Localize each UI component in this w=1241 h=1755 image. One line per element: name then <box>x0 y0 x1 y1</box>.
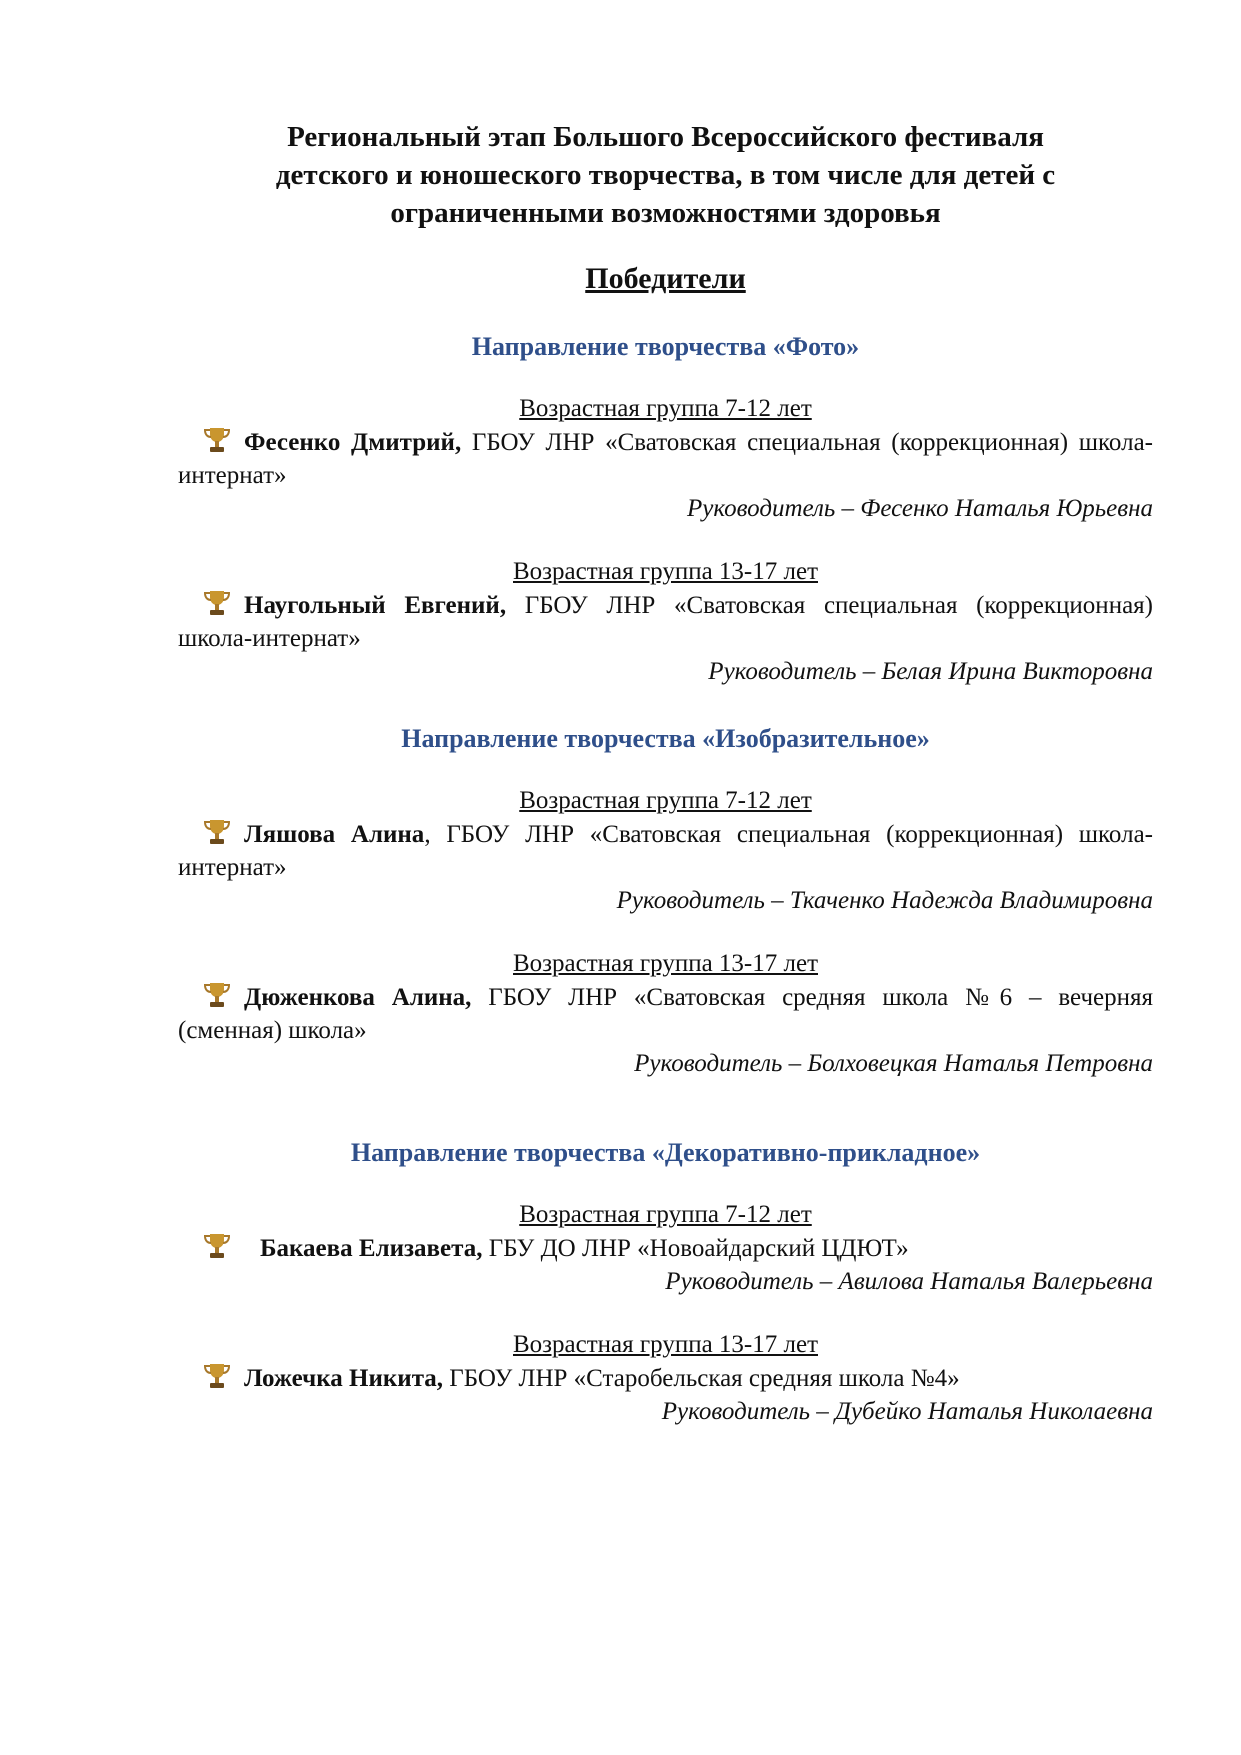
leader-line: Руководитель – Белая Ирина Викторовна <box>708 658 1153 685</box>
winner-name: Ляшова Алина <box>244 821 425 848</box>
winner-organization: ГБОУ ЛНР «Сватовская средняя школа №6 – вечерняя (сменная) школа» <box>178 984 1153 1044</box>
winner-name: Ложечка Никита, <box>244 1365 444 1392</box>
age-group-label: Возрастная группа 7-12 лет <box>519 787 812 814</box>
winner-organization: ГБОУ ЛНР «Сватовская специальная (коррекционная) школа-интернат» <box>178 429 1153 489</box>
trophy-icon <box>202 817 232 847</box>
age-group-label: Возрастная группа 13-17 лет <box>513 558 818 585</box>
trophy-icon <box>202 425 232 455</box>
winner-entry <box>178 817 1153 884</box>
winner-name: Дюженкова Алина, <box>244 984 472 1011</box>
section-title-decorative: Направление творчества «Декоративно-прикладное» <box>350 1138 981 1167</box>
leader-line: Руководитель – Ткаченко Надежда Владимировна <box>616 887 1153 914</box>
leader-line: Руководитель – Фесенко Наталья Юрьевна <box>687 495 1153 522</box>
age-group-label: Возрастная группа 7-12 лет <box>519 1201 812 1228</box>
winner-entry <box>178 1231 1153 1265</box>
title-line: детского и юношеского творчества, в том числе для детей с <box>275 159 1056 191</box>
winner-organization: ГБУ ДО ЛНР «Новоайдарский ЦДЮТ» <box>482 1235 909 1262</box>
winner-entry <box>178 588 1153 655</box>
winner-entry <box>178 1361 1153 1395</box>
document-title <box>148 118 1183 232</box>
winner-name: Наугольный Евгений, <box>244 592 507 619</box>
age-group-label: Возрастная группа 13-17 лет <box>513 950 818 977</box>
trophy-icon <box>202 1231 232 1261</box>
leader-line: Руководитель – Дубейко Наталья Николаевна <box>661 1398 1153 1425</box>
winners-heading: Победители <box>585 262 746 295</box>
age-group-label: Возрастная группа 7-12 лет <box>519 395 812 422</box>
trophy-icon <box>202 980 232 1010</box>
section-title-fine-art: Направление творчества «Изобразительное» <box>401 724 930 753</box>
title-line: ограниченными возможностями здоровья <box>390 197 941 229</box>
winner-entry <box>178 425 1153 492</box>
trophy-icon <box>202 1361 232 1391</box>
winner-name: Бакаева Елизавета, <box>260 1235 483 1262</box>
age-group-label: Возрастная группа 13-17 лет <box>513 1331 818 1358</box>
winner-entry <box>178 980 1153 1047</box>
title-line: Региональный этап Большого Всероссийского фестиваля <box>287 121 1044 153</box>
winner-organization: , ГБОУ ЛНР «Сватовская специальная (коррекционная) школа-интернат» <box>178 821 1153 881</box>
winner-organization: ГБОУ ЛНР «Сватовская специальная (коррекционная) школа-интернат» <box>178 592 1153 652</box>
winner-name: Фесенко Дмитрий, <box>244 429 462 456</box>
winner-organization: ГБОУ ЛНР «Старобельская средняя школа №4» <box>443 1365 960 1392</box>
trophy-icon <box>202 588 232 618</box>
leader-line: Руководитель – Авилова Наталья Валерьевна <box>665 1268 1153 1295</box>
section-title-photo: Направление творчества «Фото» <box>471 332 860 361</box>
leader-line: Руководитель – Болховецкая Наталья Петровна <box>634 1050 1153 1077</box>
